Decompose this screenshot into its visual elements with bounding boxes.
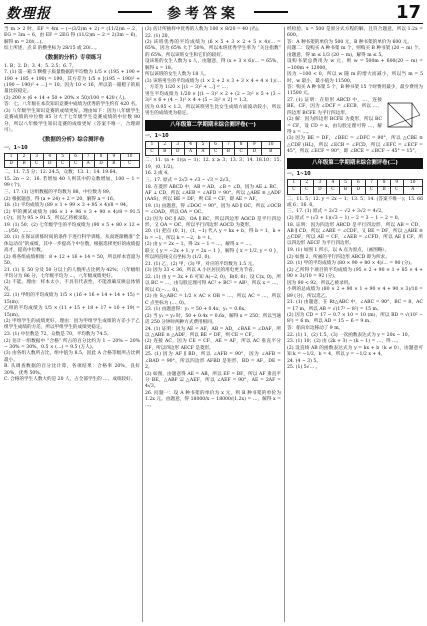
answer-table <box>4 153 140 169</box>
paragraph: 21. (1) 由题意，在 Rt△ABC 中，∠ABC = 90°，BC = 8，AC = 17 m，所以 AB = √(17² − 8²) = 15 m。 <box>287 300 423 312</box>
cell: C <box>69 161 82 168</box>
cell: C <box>235 149 248 156</box>
paragraph: 7. (1) 第一箱 5 颗橙子质量数据的平均数为 1/5 × (195 + 190 + 190 + 185 + 190) = 190，其方差为 1/5 × [(195 − 190)² + (190 − 190)² + …] = 10。因为 10 < 16，所以第一箱橙子的质量比较稳定。 <box>4 70 140 95</box>
paragraph: (3) 八年级学生知识竞赛的成绩更好。理由如下：因为八年级学生竞赛成绩的中位数 85 分大于七年级学生竞赛成绩的中位数 80 分，所以八年级学生知识竞赛的成绩更好（答案不唯一，合理即可）。 <box>4 109 140 133</box>
paragraph: (2) 如图，由题意得 AE = AB，所以 EF = BF，所以 AF 垂直平分 BE，△ABF ≌ △AEF，所以 ∠AEF = 90°，AE = 2AF = 4√3。 <box>145 371 281 390</box>
paragraph: 二、11. 7.5 分；12. 24.5，众数；13. 1；14. 19.64。 <box>4 170 121 176</box>
paragraph: 三、17. 原式 = 2√3 + √3 − √3 = 2√3。 <box>145 177 234 183</box>
column-middle <box>145 27 281 410</box>
section-title: 参考答案 <box>167 6 239 22</box>
answer-key-row <box>5 161 140 168</box>
paragraph: 综上所述，点 E 的横坐标为 28/15 或 20/…。 <box>4 46 100 52</box>
cell: D <box>171 149 184 156</box>
paragraph: (2) 解：因为四边形 BCFE 为菱形，所以 BC = CF，设 CD = x，由勾股定理可得 …，解得 x = …。 <box>287 117 382 135</box>
cell: 7 <box>222 141 235 148</box>
answer-table <box>145 141 281 157</box>
paragraph: (2) 如图 2，所画的平行四边形 ABCD 即为所求。 <box>287 254 390 260</box>
cell: 5 <box>197 141 209 148</box>
cell: 7 <box>82 153 94 160</box>
paragraph: (2) 200 × (6 + 14 + 50 + 20% × 50)/100 = 420 (人)。 <box>4 95 129 101</box>
cell: 9 <box>248 141 261 148</box>
cell: 10 <box>261 141 281 148</box>
paragraph: (2) 当 y₁ = y₂ 时，50 + 0.4x = 0.6x，解得 x = 250；所以当通话 250 分钟时两种方式费用相同。 <box>145 313 281 325</box>
cell: 8 <box>94 153 107 160</box>
cell: A <box>197 149 209 156</box>
cell: 2 <box>158 141 171 148</box>
cell: D <box>43 161 56 168</box>
paragraph: 19. (1) 50；(2) 七年级学生的平均成绩为 (90 × 5 + 80 × 12 + …)/50，…… <box>4 222 140 234</box>
paragraph: (2) 甲的测试成绩为 (86 × 1 + 96 × 3 + 90 × 4)/8 = 91.5 (分)。因为 95 > 91.5，所以乙将被录取。 <box>4 209 140 221</box>
answer-label: 一、1~10 <box>4 145 28 151</box>
cell: D <box>94 161 107 168</box>
cell: 10 <box>403 179 422 186</box>
page-header <box>0 0 427 24</box>
cell: 6 <box>209 141 222 148</box>
paragraph: (2) 甲组学生的成绩更好，理由：因为甲组学生成绩的方差小于乙组学生成绩的方差，所以甲组学生的成绩更稳定。 <box>4 319 140 331</box>
paragraph: (3) 因为 BE = DF，∠BEC = ∠DFC = 90°，所以 △CBE ≌ △CDF (HL)，所以 ∠ECB = ∠FCD，所以 ∠EFC = ∠ECF = 45°，所以 ∠ECF = 90°，即 ∠BCE = ∠BCF − 45° = 15°。 <box>287 136 423 155</box>
cell: 4 <box>43 153 56 160</box>
paragraph: (3) 该班男生的平均成绩为 (1 × 2 + 2 × 3 + 3 × 4 + 4 × 1)/… ，方差为 1/20 × [(1 − 3)² + …] = …； <box>145 78 281 91</box>
paragraph: (2) 设直线 AB 的函数表达式为 y = kx + b（k ≠ 0），由题意可知 k = −1/2，b = 4，所以 y = −1/2 x + 4。 <box>287 345 423 358</box>
cell: C <box>365 187 378 194</box>
paragraph: (3) 估计所抽样中优秀的人数为 100 × 8/20 = 40 (名)。 <box>145 27 263 32</box>
cell: A <box>403 187 422 194</box>
newspaper-logo: 数理报 <box>6 6 51 22</box>
paragraph: 问题二：设购买 A 种书架 m 个，则购买 B 种书架 (20 − m) 个。由题意，得 m ≤ 1/3 (20 − m)，解得 m ≤ 5。 <box>287 46 423 58</box>
paragraph: (2) 因为 OC ∥ AD，OA ∥ BC，所以四边形 AOCD 是平行四边形，又 OA = OC，所以平行四边形 AOCD 为菱形。 <box>145 216 281 228</box>
paragraph: (2) 估计一组数据中 “合格” 所占的百分比约为 1 − 20% − 20% − 30% = 30%，0.5 × (…) = 9.5 (万人)。 <box>4 338 140 350</box>
cell: 8 <box>378 179 390 186</box>
cell: 9 <box>108 153 120 160</box>
cell: 5 <box>56 153 69 160</box>
paragraph: 1. B；2. D；3. 4；5. 2.5；6. 7。 <box>4 63 77 69</box>
cell: D <box>248 149 261 156</box>
paragraph: 二、11. (a + 1)(a − 1)；12. x ≥ 3；13. 3；14. 18.10；15. 19，(0, 1/2)。 <box>145 158 281 170</box>
paragraph: 答：七、八年级在本次知识竞赛中成绩为优秀的学生约有 420 名。 <box>4 102 140 108</box>
answer-number-row <box>5 153 140 160</box>
paragraph: 因为 −100 < 0，所以 w 随 m 的增大而减小，所以当 m = 5 时，w 最小，最小值为 11500。 <box>287 72 423 84</box>
paragraph: 18. 在菱形 ABCD 中，AB = AD，∠B = ∠D。因为 AE ⊥ BC，AF ⊥ CD，所以 ∠AEB = ∠AFD = 90°。所以 △ABE ≌ △ADF (AAS)，所以 BE = DF，则 CE = CF，即 AE = AF。 <box>145 184 281 203</box>
figure-line <box>412 103 420 115</box>
paragraph: 18. 证明：因为四边形 ABCD 是平行四边形，所以 AB = CD，AB ∥ CD，所以 ∠ABE = ∠CDF。又 BE = DF，所以 △ABE ≌ △CDF，所以 AE = CF，∠AEB = ∠CFD，所以 AE ∥ CF，所以四边形 AECF 为平行四边形。 <box>287 222 423 247</box>
paragraph: 15. 2n − 2；16. 若增加 40 人则其中的众数增加，100 − 1 = 99 (个)。 <box>4 177 140 189</box>
paragraph: 21. (1) 乙，(2) 甲，(3) 甲，对应的平均数为 1.5 元。 <box>145 261 257 267</box>
paragraph: (2) 因为 CD = 17 − 0.7 × 10 = 10 (m)，所以 BD = √(10² − 8²) = 6 m，所以 AD = 15 − 6 = 9 m。 <box>287 313 423 325</box>
section-heading: 《数据的分析》专项练习 <box>42 55 102 62</box>
cell: B <box>339 187 351 194</box>
cell: 8 <box>235 141 248 148</box>
cell: 6 <box>352 179 365 186</box>
cell: 4 <box>184 141 196 148</box>
paragraph: 经检验，x = 500 是原分式方程的解，且符合题意，所以 1.2x = 600。 <box>287 27 423 39</box>
cell: 2 <box>18 153 30 160</box>
paragraph: 联立 { y = −2x + 1, y = 2x − 1 }，解得 { x = 1/2, y = 0 }，所以两直线交点坐标为 (1/2, 0)。 <box>145 248 281 261</box>
cell: A <box>184 149 196 156</box>
paragraph: 所以该班的女生人数为 18 人。 <box>145 72 209 78</box>
paragraph: 答：船向岸边移动了 9 m。 <box>287 326 344 331</box>
header-rule <box>4 23 423 24</box>
cell: C <box>288 187 301 194</box>
cell: B <box>261 149 281 156</box>
cell: 7 <box>365 179 378 186</box>
figure-line <box>388 115 420 127</box>
paragraph: 当 m > 2 时，EF = 4m − (−(3/2)m + 2) = (11/2)m − 2，EG = 3m − 6，由 EF = 2EG 得 (11/2)m − 2 = 2(3m − 6)，解得 m = 20/(…)。 <box>4 27 140 45</box>
paragraph: 22. (1) 20。 <box>145 33 173 39</box>
paragraph: 19. (1) 由题意，得 ∠DOC = 90°，因为 AD ∥ OC，所以 ∠OCB = ∠OAD，所以 OA = OC。 <box>145 203 281 215</box>
paragraph: (2) 该班优秀的平均成绩为 (6 × 5 + 3 × 2 + 5 × 4)/… = 65%。因为 65% 大于 50%，所以本班优秀学生率为 “关注指数” 的 65%。所以该班女生和它们的较好。 <box>145 40 281 58</box>
cell: C <box>300 187 313 194</box>
cell: C <box>30 161 43 168</box>
cell: 9 <box>390 179 403 186</box>
paragraph: 27. (1) 证明：在矩形 ABCD 中，…，连接 BE、CF，因为 ∠DCF = ∠ECB，所以 …，四边形 BCFE 为平行四边形。 <box>287 98 382 116</box>
answer-number-row <box>288 179 423 186</box>
test-paper-banner: 八年级第二学期期末综合测评卷(二) <box>287 158 423 168</box>
figure-line <box>388 103 412 127</box>
paragraph: 答：购买 A 种书架 5 个，B 种书架 15 个时费用最少，最少费用为 11500 元。 <box>287 85 423 97</box>
paragraph: B. 从调查数据的百分比计算，各项结果：合格率 20%，良好 30%，优秀 50%。 <box>4 364 140 376</box>
paragraph: 18. (1) 平均成绩为 (89 × 1 + 99 × 3 + 95 × 4)/8 = 94。 <box>4 203 131 209</box>
cell: B <box>18 161 30 168</box>
section-heading: 《数据的分析》综合测评卷 <box>39 137 105 144</box>
paragraph: 三、17. (1) 原式 = 2√2 − √2 + 3√2 = 4√2。 <box>287 209 386 215</box>
paragraph: 25. (1) 5√… 。 <box>287 365 321 371</box>
cell: 4 <box>326 179 339 186</box>
answer-table <box>287 179 423 195</box>
cell: D <box>313 187 326 194</box>
title-rule-left <box>118 11 152 13</box>
paragraph: (3) 由各组人数所占比，组中值为 8.5，因此 A 合格等级所占比例最小。 <box>4 351 140 363</box>
paragraph: 22. (1) 甲组的平均成绩为 1/5 × (16 + 16 + 14 + 14 + 15) = 15(m)； <box>4 293 140 305</box>
answer-key-row <box>146 149 281 156</box>
paragraph: 19. (1) 如图 1 所示，以 A 点为原点，（画图略）。 <box>287 248 390 254</box>
cell: B <box>378 187 390 194</box>
paragraph: 20. (1) 在保证训练时间的条件下进行科学训练，从而逐渐精准“全体运动员”的成绩，其中一步提高个中位数，根据选择更好的成绩提高才，提高中位数。 <box>4 235 140 254</box>
paragraph: 22. (1) 1，(2) 1.5，(3) 一次函数表达式为 y = 20x − 10。 <box>287 332 413 338</box>
paragraph: 20. (1) 把点 (0, 1)，(1, −1) 代入 y = kx + b，得 b = 1，k + b = −1，所以 k = −2，b = 1。 <box>145 229 281 241</box>
cell: 6 <box>69 153 82 160</box>
answer-number-row <box>146 141 281 148</box>
paragraph: 22. (1) 由 y = 3x + 6 可知 A(−2, 0)，B(0, 6)；设 C(x, 0)，所以 BC = …，由勾股定理可得 AC² + BC² = AB²，所以 x = …，所以 C(−…, 0)。 <box>145 275 281 293</box>
cell: 1 <box>288 179 301 186</box>
cell: C <box>390 187 403 194</box>
cell: 2 <box>300 179 313 186</box>
paragraph: (2) 原式 = (√3 + 1)(√3 − 1) − 2 = 3 − 1 − 2 = 0。 <box>287 215 403 221</box>
paragraph: 设该班的女生人数为 x 人，由题意，得 (x + 3 × 6)/… = 65%，解得 x = 18。 <box>145 59 281 71</box>
section-title-wrap <box>118 3 288 20</box>
cell: B <box>222 149 235 156</box>
answer-label: 一、1~10 <box>145 133 169 139</box>
cell: 10 <box>120 153 139 160</box>
answer-label: 一、1~10 <box>287 171 311 177</box>
cell: 1 <box>146 141 159 148</box>
cell: C <box>120 161 139 168</box>
cell: C <box>326 187 339 194</box>
answer-key-row <box>288 187 423 194</box>
cell: C <box>146 149 159 156</box>
paragraph: 23. (1) 10；(2) 由 (2k + 3) − (k − 1) = …，得 …。 <box>287 339 402 345</box>
paragraph: 二、11. 5；12. y = 2x − 1；13. 5；14. (答案不唯一)；15. 66 或 6；16. 6。 <box>287 196 423 208</box>
paragraph: 24. (4 − 3) 5。 <box>287 358 321 364</box>
paragraph: 23. (1) 中位数是 72，众数是 70，平均数为 74.5。 <box>4 332 112 337</box>
cell: C <box>56 161 69 168</box>
paragraph: (2) 乙所得个项目的平均成绩为 (95 × 2 + 90 × 1 + 85 × 4 + 90 × 3)/10 = 92 (分)， <box>287 267 423 280</box>
paragraph: 三、17. (1) 这组数据的平均数为 88，中位数为 89。 <box>4 189 114 195</box>
paragraph: 21. (1) 在 50 分及 50 分以上的人数所占比例为 42%；八年级组平均分为 86 分，七年级平均为 …，八年级成绩更好。 <box>4 267 140 279</box>
paragraph: 乙组的平均成绩为 1/5 × (11 + 15 + 18 + 17 + 10 + 19) = 15(m)。 <box>4 306 140 318</box>
cell: 1 <box>5 153 18 160</box>
paragraph: (2) 根据题意，得 (a + 24) ÷ 2 = 20，解得 a = 16。 <box>4 196 118 202</box>
title-rule-right <box>254 11 288 13</box>
cell: B <box>108 161 120 168</box>
cell: 3 <box>30 153 43 160</box>
cell: 3 <box>313 179 326 186</box>
paragraph: (2) 不能。理由：样本太小，不具有代表性，不能准确反映总体情况。 <box>4 280 140 292</box>
paragraph: 因为 0.95 < 1.3，所以该班男生比女生成绩方面波动较小，所以男生的成绩更为稳定。 <box>145 104 281 116</box>
paragraph: 24. (1) 证明：因为 AE = AF，AB = AD，∠BAE = ∠DAF，所以 △ABE ≌ △ADF，所以 BE = DF，则 CE = CF。 <box>145 326 281 338</box>
paragraph: (2) 由 y = 2x − 1，得 2x − 1 = …，解得 x = …。 <box>145 242 255 248</box>
column-divider <box>284 27 285 622</box>
cell: B <box>158 149 171 156</box>
paragraph: C. 合格的学生人数大约是 20 人，占全部学生的 …，成绩较好。 <box>4 377 136 383</box>
paragraph: (3) 因为 33 < 36，所以 A 小区居民的用电更为节省。 <box>145 268 258 274</box>
geometry-figure <box>385 99 423 135</box>
paragraph: (2) 将各组成绩相加：8 + 12 + 16 + 14 = 50，所以样本容量为 50。 <box>4 254 140 266</box>
cell: 5 <box>339 179 351 186</box>
paragraph: (2) 由 S△ABC = 1/2 × AC × OB = …，所以 AC = …，所以 C 点坐标为 (…, 0)。 <box>145 294 281 306</box>
cell: A <box>82 161 94 168</box>
paragraph: 20. (1) 甲的平均成绩为 (80 × 90 + 80 × 4)/… = 90 (分)。 <box>287 261 415 267</box>
paragraph: 设购书架总费用为 w 元，则 w = 500m + 600(20 − m) = −100m + 12000。 <box>287 59 423 71</box>
paragraph: (2) 连接 AC，因为 CE = CF，AE = AF，所以 AC 垂直平分 EF，所以四边形 AECF 是菱形。 <box>145 339 281 351</box>
paragraph: 男生平均成绩为 1/20 × [(1 − 3)² × 2 + (2 − 3)² × 5 + (3 − 3)² × 6 + (4 − 3)² × 4 + (5 − 3)² × 2] = 1.3。 <box>145 91 281 104</box>
column-divider <box>142 27 143 622</box>
paragraph: 16. 2 或 4。 <box>145 171 172 177</box>
cell: 3 <box>171 141 184 148</box>
column-right <box>287 27 423 372</box>
paragraph: 小明的总成绩为 (80 × 2 + 90 × 1 + 90 × 4 + 90 × 3)/10 = 89 (分)，所以选乙。 <box>287 287 423 299</box>
cell: C <box>209 149 222 156</box>
paragraph: 26. 问题一：设 A 种书架的单价为 x 元，则 B 种书架的单价为 1.2x 元。由题意，得 18000/x − 18000/(1.2x) = …，解得 x = …。 <box>145 390 281 409</box>
paragraph: 23. (1) 由题意得：y₁ = 50 + 0.4x，y₂ = 0.6x。 <box>145 307 249 313</box>
test-paper-banner: 八年级第二学期期末综合测评卷(一) <box>145 120 281 130</box>
page-number: 17 <box>395 2 421 23</box>
cell: D <box>5 161 18 168</box>
paragraph: 25. (1) 因为 AF ∥ BD，所以 ∠AFB = 90°，因为 ∠AFB = ∠BAD = 90°，所以四边形 AFBD 是矩形，BD = AF，DE = 2。 <box>145 352 281 370</box>
paragraph: 答：A 种书架的单价为 500 元，B 种书架的单价为 600 元。 <box>287 39 412 45</box>
paragraph: 因为 90 < 92，所以乙被录用。 <box>287 280 353 286</box>
cell: D <box>352 187 365 194</box>
column-left <box>4 27 140 384</box>
